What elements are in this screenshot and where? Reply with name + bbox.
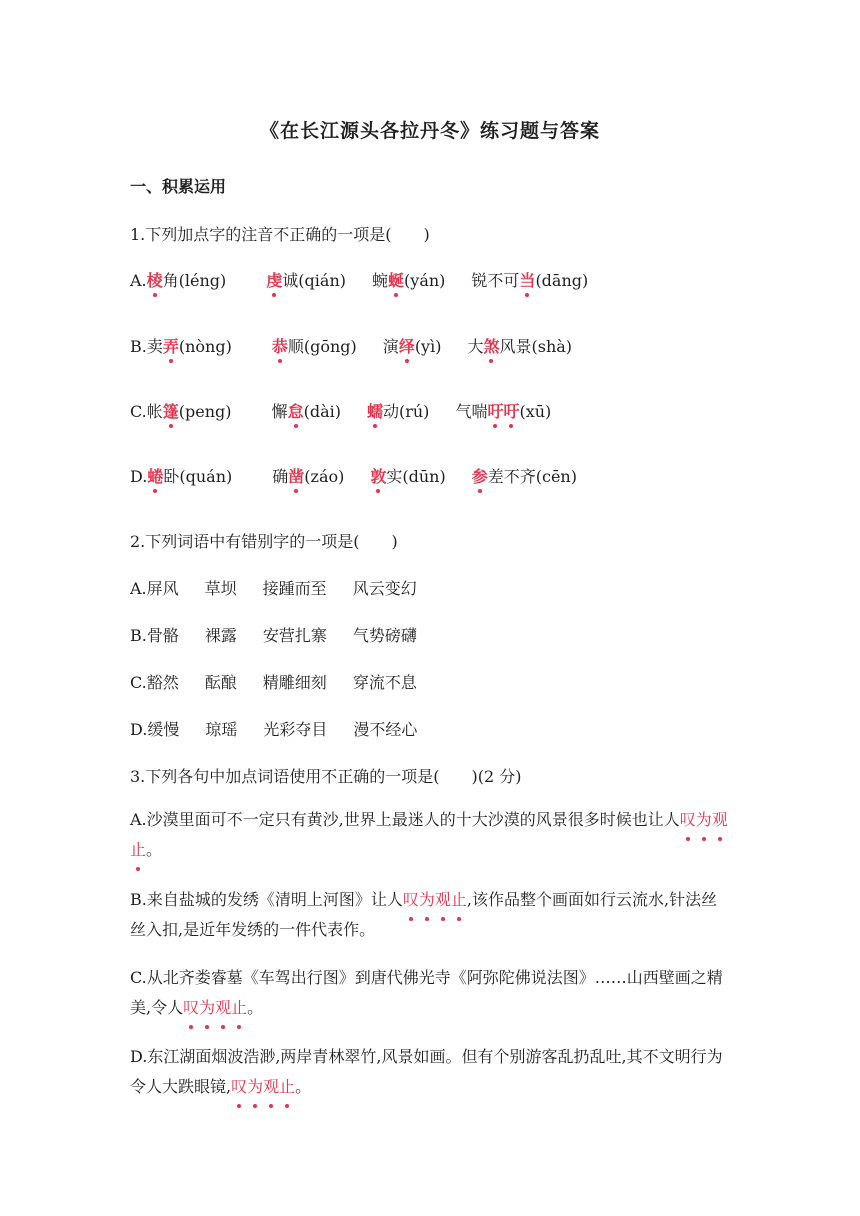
dotted-glyph: 棱 [147,268,163,291]
question-1-option-row [130,464,603,487]
dotted-glyph: 吁 [503,399,519,422]
dotted-glyph: 叹 [680,805,696,835]
dotted-character [367,402,383,421]
item-prefix: 懈 [271,402,288,421]
item-suffix: (nòng) [178,337,232,356]
pinyin-item [147,399,232,422]
dotted-glyph: 止 [279,1072,295,1102]
dotted-phrase [183,998,247,1017]
dotted-character [472,467,488,486]
dotted-character [163,402,179,421]
dotted-glyph: 煞 [483,334,499,357]
dotted-glyph: 观 [435,885,451,915]
word-item: 缓慢 [147,720,180,739]
word-item: 接踵而至 [262,579,327,598]
question-2-stem: 2.下列词语中有错别字的一项是( ) [130,532,398,551]
dotted-glyph: 吁 [487,399,503,422]
question-3-option-c [130,963,730,1023]
option-label: D. [130,720,148,739]
item-suffix: (dài) [303,402,341,421]
question-3-stem: 3.下列各句中加点词语使用不正确的一项是( )(2 分) [130,767,522,786]
pinyin-item [272,399,341,422]
dotted-character [288,402,304,421]
dotted-character [483,337,499,356]
pinyin-item [455,399,551,422]
item-suffix: (xū) [519,402,552,421]
question-3-option-b [130,885,730,945]
dotted-character [388,271,404,290]
pinyin-item [367,399,429,422]
item-suffix: (dāng) [535,271,589,290]
item-suffix: 顺(gōng) [287,337,357,356]
pinyin-item [472,464,577,487]
option-b-tail: ,该作品整个画面如行云流水,针法丝丝入扣,是近年发绣的一件代表作。 [130,890,718,939]
item-suffix: 实(dūn) [386,467,446,486]
dotted-character [163,337,179,356]
item-prefix: 大 [467,337,484,356]
word-item: 光彩夺目 [263,720,328,739]
dotted-character [147,467,163,486]
item-prefix: 帐 [146,402,163,421]
word-item: 精雕细刻 [262,673,327,692]
dotted-character [399,337,415,356]
option-d-tail: 。 [295,1077,312,1096]
dotted-character [272,337,288,356]
question-1-stem: 1.下列加点字的注音不正确的一项是( ) [130,225,430,244]
item-suffix: (peng) [178,402,232,421]
word-item: 穿流不息 [352,673,417,692]
option-label: C. [130,673,147,692]
option-a-text: A.沙漠里面可不一定只有黄沙,世界上最迷人的十大沙漠的风景很多时候也让人 [130,810,680,829]
dotted-character [519,271,535,290]
question-1-option-row [130,334,598,357]
option-a-tail: 。 [146,840,163,859]
item-suffix: 诚(qián) [282,271,346,290]
question-3-option-a [130,805,730,865]
dotted-phrase [231,1077,295,1096]
question-2-option-row [130,576,443,599]
dotted-phrase [403,890,467,909]
option-c-text: C.从北齐娄睿墓《车驾出行图》到唐代佛光寺《阿弥陀佛说法图》……山西壁画之精美,令人 [130,968,723,1017]
dotted-glyph: 为 [199,993,215,1023]
section-heading: 一、积累运用 [130,177,227,196]
pinyin-item [467,334,572,357]
item-suffix: 卧(quán) [163,467,233,486]
page-title: 《在长江源头各拉丹冬》练习题与答案 [259,120,600,142]
pinyin-item [370,464,445,487]
pinyin-item [147,334,232,357]
dotted-glyph: 为 [419,885,435,915]
dotted-glyph: 当 [519,268,535,291]
word-item: 安营扎寨 [262,626,327,645]
dotted-glyph: 叹 [231,1072,247,1102]
dotted-character [288,467,304,486]
item-prefix: 卖 [146,337,163,356]
dotted-glyph: 弄 [163,334,179,357]
dotted-glyph: 蜷 [147,464,163,487]
dotted-glyph: 为 [696,805,712,835]
word-item: 草坝 [204,579,237,598]
item-suffix: (yán) [404,271,446,290]
dotted-glyph: 绎 [399,334,415,357]
dotted-glyph: 蠕 [367,399,383,422]
item-prefix: 蜿 [372,271,389,290]
item-suffix: 风景(shà) [499,337,573,356]
item-suffix: 动(rú) [382,402,430,421]
option-label: B. [130,337,147,356]
word-item: 气势磅礴 [352,626,417,645]
dotted-character [487,402,519,421]
question-1-option-row [130,399,577,422]
option-label: C. [130,402,147,421]
pinyin-item [471,268,588,291]
dotted-character [370,467,386,486]
dotted-glyph: 凿 [288,464,304,487]
dotted-glyph: 止 [451,885,467,915]
dotted-glyph: 观 [263,1072,279,1102]
dotted-glyph: 叹 [183,993,199,1023]
pinyin-item [372,268,445,291]
option-label: A. [130,271,147,290]
dotted-glyph: 叹 [403,885,419,915]
option-label: B. [130,626,147,645]
dotted-character [266,271,282,290]
option-d-text: D.东江湖面烟波浩渺,两岸青林翠竹,风景如画。但有个别游客乱扔乱吐,其不文明行为令人大跌眼镜, [130,1047,723,1096]
question-2-option-row [130,623,443,646]
dotted-glyph: 篷 [163,399,179,422]
question-2-option-row [130,670,443,693]
word-item: 漫不经心 [353,720,418,739]
word-item: 酝酿 [204,673,237,692]
question-3-option-d [130,1042,730,1102]
word-item: 风云变幻 [352,579,417,598]
dotted-glyph: 参 [472,464,488,487]
item-prefix: 锐不可 [471,271,520,290]
pinyin-item [272,334,357,357]
pinyin-item [266,268,346,291]
word-item: 豁然 [146,673,179,692]
pinyin-item [147,268,227,291]
item-prefix: 确 [272,467,289,486]
word-item: 琼瑶 [205,720,238,739]
item-suffix: 角(léng) [162,271,227,290]
pinyin-item [147,464,232,487]
pinyin-item [272,464,344,487]
dotted-glyph: 止 [231,993,247,1023]
word-item: 骨骼 [146,626,179,645]
dotted-glyph: 为 [247,1072,263,1102]
question-1-option-row [130,268,614,291]
dotted-glyph: 止 [130,835,146,865]
item-suffix: 差不齐(cēn) [487,467,577,486]
option-label: D. [130,467,148,486]
dotted-glyph: 恭 [272,334,288,357]
item-suffix: (záo) [304,467,345,486]
dotted-glyph: 敦 [370,464,386,487]
item-prefix: 演 [382,337,399,356]
word-item: 屏风 [146,579,179,598]
dotted-glyph: 观 [215,993,231,1023]
option-label: A. [130,579,147,598]
dotted-glyph: 蜒 [388,268,404,291]
pinyin-item [383,334,442,357]
dotted-glyph: 虔 [266,268,282,291]
dotted-glyph: 怠 [288,399,304,422]
option-c-tail: 。 [247,998,264,1017]
question-2-option-row [130,717,443,740]
item-suffix: (yì) [414,337,442,356]
dotted-glyph: 观 [712,805,728,835]
item-prefix: 气喘 [455,402,488,421]
dotted-character [147,271,163,290]
word-item: 裸露 [204,626,237,645]
option-b-text: B.来自盐城的发绣《清明上河图》让人 [130,890,403,909]
